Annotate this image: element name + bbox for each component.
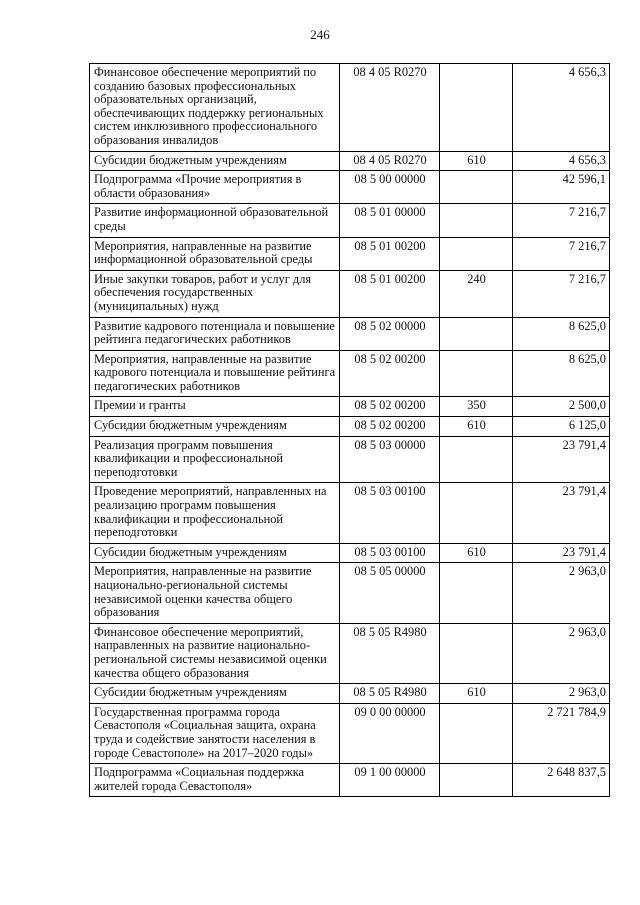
amount: 2 963,0 [513,684,610,704]
classification-code: 08 5 01 00200 [340,270,440,317]
classification-code: 08 5 03 00000 [340,436,440,483]
classification-code: 08 5 05 R4980 [340,684,440,704]
amount: 23 791,4 [513,483,610,543]
table-row [90,171,610,204]
table-row [90,350,610,397]
item-name: Мероприятия, направленные на развитие национально-региональной системы независимой оценки качества общего образования [90,563,340,623]
table-row [90,483,610,543]
expense-type [440,350,513,397]
item-name: Субсидии бюджетным учреждениям [90,684,340,704]
item-name: Иные закупки товаров, работ и услуг для обеспечения государственных (муниципальных) нужд [90,270,340,317]
expense-type: 240 [440,270,513,317]
table-row [90,543,610,563]
classification-code: 08 5 05 R4980 [340,623,440,683]
item-name: Реализация программ повышения квалификации и профессиональной переподготовки [90,436,340,483]
table-row [90,417,610,437]
expense-type [440,764,513,797]
amount: 8 625,0 [513,350,610,397]
item-name: Мероприятия, направленные на развитие кадрового потенциала и повышение рейтинга педагогических работников [90,350,340,397]
table-row [90,703,610,763]
item-name: Мероприятия, направленные на развитие информационной образовательной среды [90,237,340,270]
expense-type [440,563,513,623]
amount: 4 656,3 [513,151,610,171]
amount: 8 625,0 [513,317,610,350]
page-number: 246 [310,27,330,42]
table-row [90,270,610,317]
classification-code: 08 5 01 00200 [340,237,440,270]
classification-code: 08 5 01 00000 [340,204,440,237]
amount: 2 963,0 [513,563,610,623]
expense-type [440,483,513,543]
classification-code: 09 1 00 00000 [340,764,440,797]
expense-type: 610 [440,543,513,563]
table-row [90,151,610,171]
item-name: Государственная программа города Севастополя «Социальная защита, охрана труда и содействие занятости населения в городе Севастополе» на 2017–2020 годы» [90,703,340,763]
item-name: Субсидии бюджетным учреждениям [90,543,340,563]
classification-code: 09 0 00 00000 [340,703,440,763]
expense-type [440,317,513,350]
item-name: Финансовое обеспечение мероприятий, направленных на развитие национально-региональной системы независимой оценки качества общего образования [90,623,340,683]
amount: 23 791,4 [513,543,610,563]
expense-type [440,237,513,270]
item-name: Развитие информационной образовательной среды [90,204,340,237]
classification-code: 08 5 02 00200 [340,350,440,397]
item-name: Подпрограмма «Прочие мероприятия в области образования» [90,171,340,204]
table-row [90,436,610,483]
expense-type: 610 [440,151,513,171]
budget-table [89,63,610,797]
classification-code: 08 5 03 00100 [340,483,440,543]
table-row [90,684,610,704]
expense-type [440,623,513,683]
item-name: Субсидии бюджетным учреждениям [90,417,340,437]
expense-type: 610 [440,684,513,704]
table-row [90,204,610,237]
classification-code: 08 4 05 R0270 [340,64,440,152]
table-row [90,397,610,417]
item-name: Подпрограмма «Социальная поддержка жителей города Севастополя» [90,764,340,797]
classification-code: 08 4 05 R0270 [340,151,440,171]
classification-code: 08 5 05 00000 [340,563,440,623]
item-name: Финансовое обеспечение мероприятий по созданию базовых профессиональных образовательных организаций, обеспечивающих поддержку региональных систем инклюзивного профессионального образования инвалидов [90,64,340,152]
amount: 2 721 784,9 [513,703,610,763]
expense-type [440,703,513,763]
amount: 7 216,7 [513,204,610,237]
table-row [90,237,610,270]
classification-code: 08 5 02 00200 [340,417,440,437]
expense-type: 610 [440,417,513,437]
expense-type [440,204,513,237]
classification-code: 08 5 02 00200 [340,397,440,417]
amount: 2 500,0 [513,397,610,417]
expense-type: 350 [440,397,513,417]
amount: 2 648 837,5 [513,764,610,797]
expense-type [440,436,513,483]
amount: 23 791,4 [513,436,610,483]
item-name: Премии и гранты [90,397,340,417]
table-row [90,764,610,797]
classification-code: 08 5 00 00000 [340,171,440,204]
amount: 4 656,3 [513,64,610,152]
amount: 42 596,1 [513,171,610,204]
table-row [90,623,610,683]
amount: 6 125,0 [513,417,610,437]
amount: 7 216,7 [513,270,610,317]
item-name: Развитие кадрового потенциала и повышение рейтинга педагогических работников [90,317,340,350]
expense-type [440,64,513,152]
table-row [90,563,610,623]
item-name: Субсидии бюджетным учреждениям [90,151,340,171]
amount: 7 216,7 [513,237,610,270]
item-name: Проведение мероприятий, направленных на реализацию программ повышения квалификации и профессиональной переподготовки [90,483,340,543]
classification-code: 08 5 03 00100 [340,543,440,563]
amount: 2 963,0 [513,623,610,683]
classification-code: 08 5 02 00000 [340,317,440,350]
table-row [90,317,610,350]
expense-type [440,171,513,204]
table-row [90,64,610,152]
